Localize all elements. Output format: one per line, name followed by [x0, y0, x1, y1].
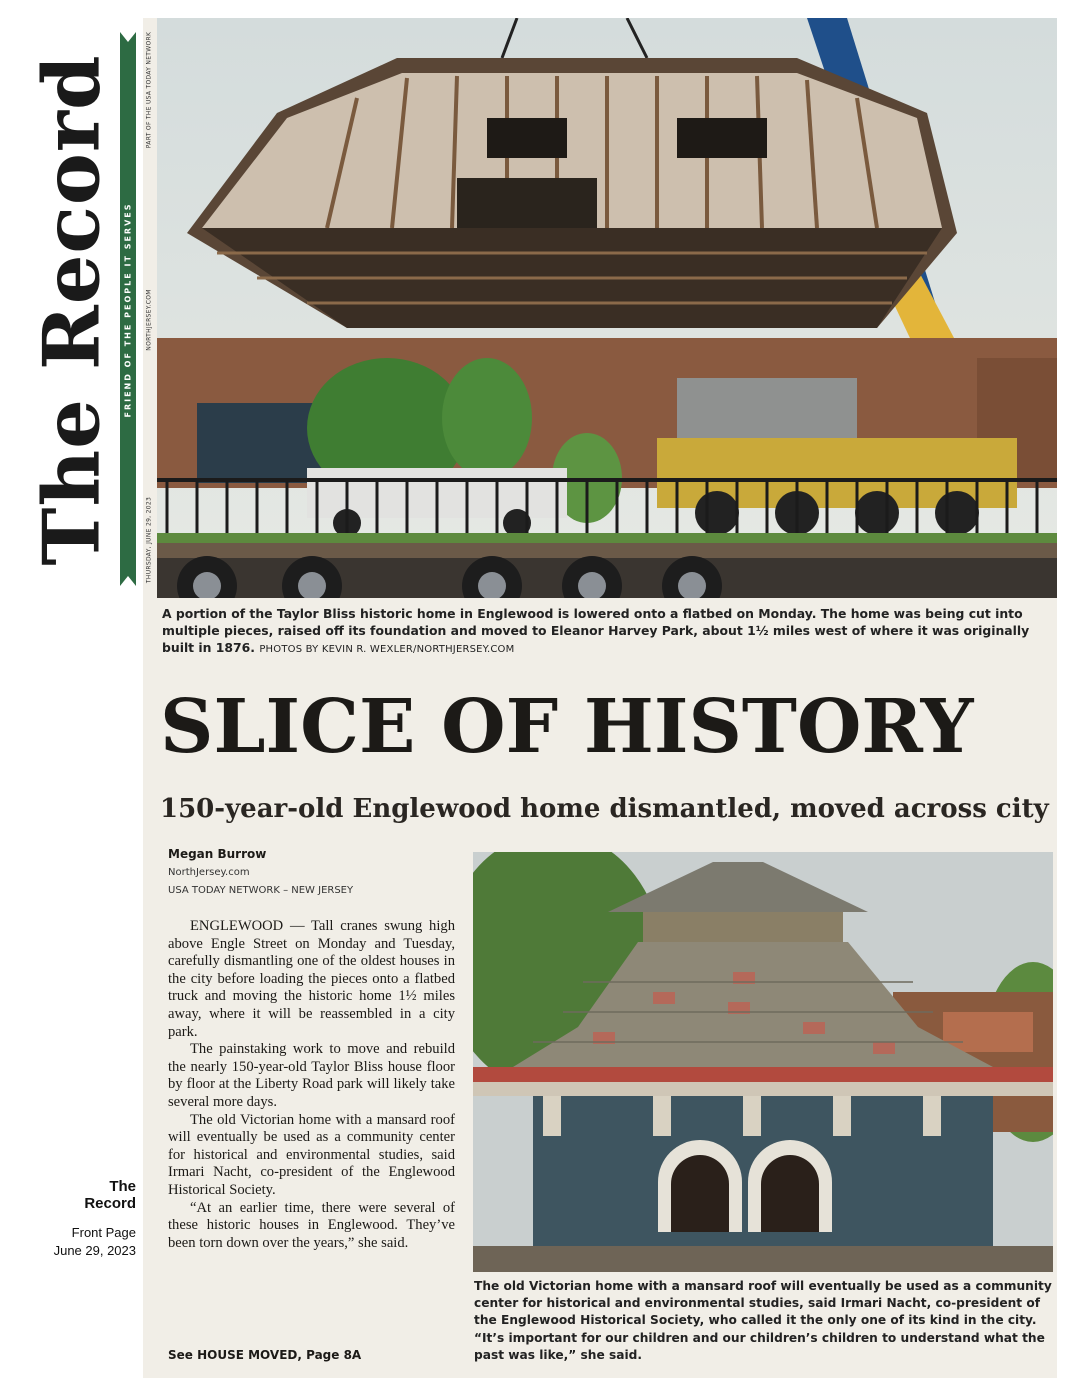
byline-outlet: NorthJersey.com: [168, 867, 250, 878]
top-photo: [157, 18, 1057, 598]
headline: SLICE OF HISTORY: [160, 684, 974, 770]
photo-credit: PHOTOS BY KEVIN R. WEXLER/NORTHJERSEY.COM: [259, 644, 515, 655]
article-paragraph: The painstaking work to move and rebuild the nearly 150-year-old Taylor Bliss house floor by floor at the Liberty Road park will likely take several more days.: [168, 1041, 455, 1110]
masthead-logo: The Record: [26, 54, 118, 566]
article-body: [168, 918, 455, 1252]
byline-network: USA TODAY NETWORK – NEW JERSEY: [168, 885, 354, 896]
article-paragraph: ENGLEWOOD — Tall cranes swung high above Engle Street on Monday and Tuesday, carefully dismantling one of the oldest houses in the city before loading the pieces onto a flatbed truck and moving the historic home 1½ miles away, where it will be reassembled in a city park.: [168, 918, 455, 1040]
source-date: June 29, 2023: [53, 1243, 136, 1258]
bottom-photo: [473, 852, 1053, 1272]
jump-line[interactable]: See HOUSE MOVED, Page 8A: [168, 1348, 362, 1362]
byline-name: Megan Burrow: [168, 847, 267, 861]
source-paper: The Record: [84, 1178, 136, 1212]
top-photo-caption: [162, 605, 1052, 658]
masthead-dateline: THURSDAY, JUNE 29, 2023: [145, 496, 153, 584]
masthead-tagline: FRIEND OF THE PEOPLE IT SERVES: [123, 202, 133, 418]
victorian-home-illustration: [473, 852, 1053, 1272]
source-section: Front Page: [71, 1225, 136, 1240]
bottom-photo-caption: The old Victorian home with a mansard roof will eventually be used as a community center for historical and environmental studies, said Irmari Nacht, co-president of the Englewood Historical Society, who called it the only one of its kind in the city. “It’s important for our children and our children’s children to understand what the past was like,” she said.: [474, 1279, 1052, 1362]
subhead: 150-year-old Englewood home dismantled, moved across city: [160, 794, 1049, 824]
masthead-network: PART OF THE USA TODAY NETWORK: [145, 31, 153, 149]
masthead: [0, 0, 160, 600]
top-photo-caption-text: A portion of the Taylor Bliss historic home in Englewood is lowered onto a flatbed on Monday. The home was being cut into multiple pieces, raised off its foundation and moved to Eleanor Harvey Park, about 1½ miles west of where it was originally built in 1876.: [162, 606, 1030, 655]
house-lift-illustration: [157, 18, 1057, 598]
masthead-site: NORTHJERSEY.COM: [145, 289, 153, 351]
article-paragraph: The old Victorian home with a mansard roof will eventually be used as a community center for historical and environmental studies, said Irmari Nacht, co-president of the Englewood Historical Society.: [168, 1111, 455, 1198]
article-paragraph: “At an earlier time, there were several of these historic houses in Englewood. They’ve been torn down over the years,” she said.: [168, 1199, 455, 1251]
